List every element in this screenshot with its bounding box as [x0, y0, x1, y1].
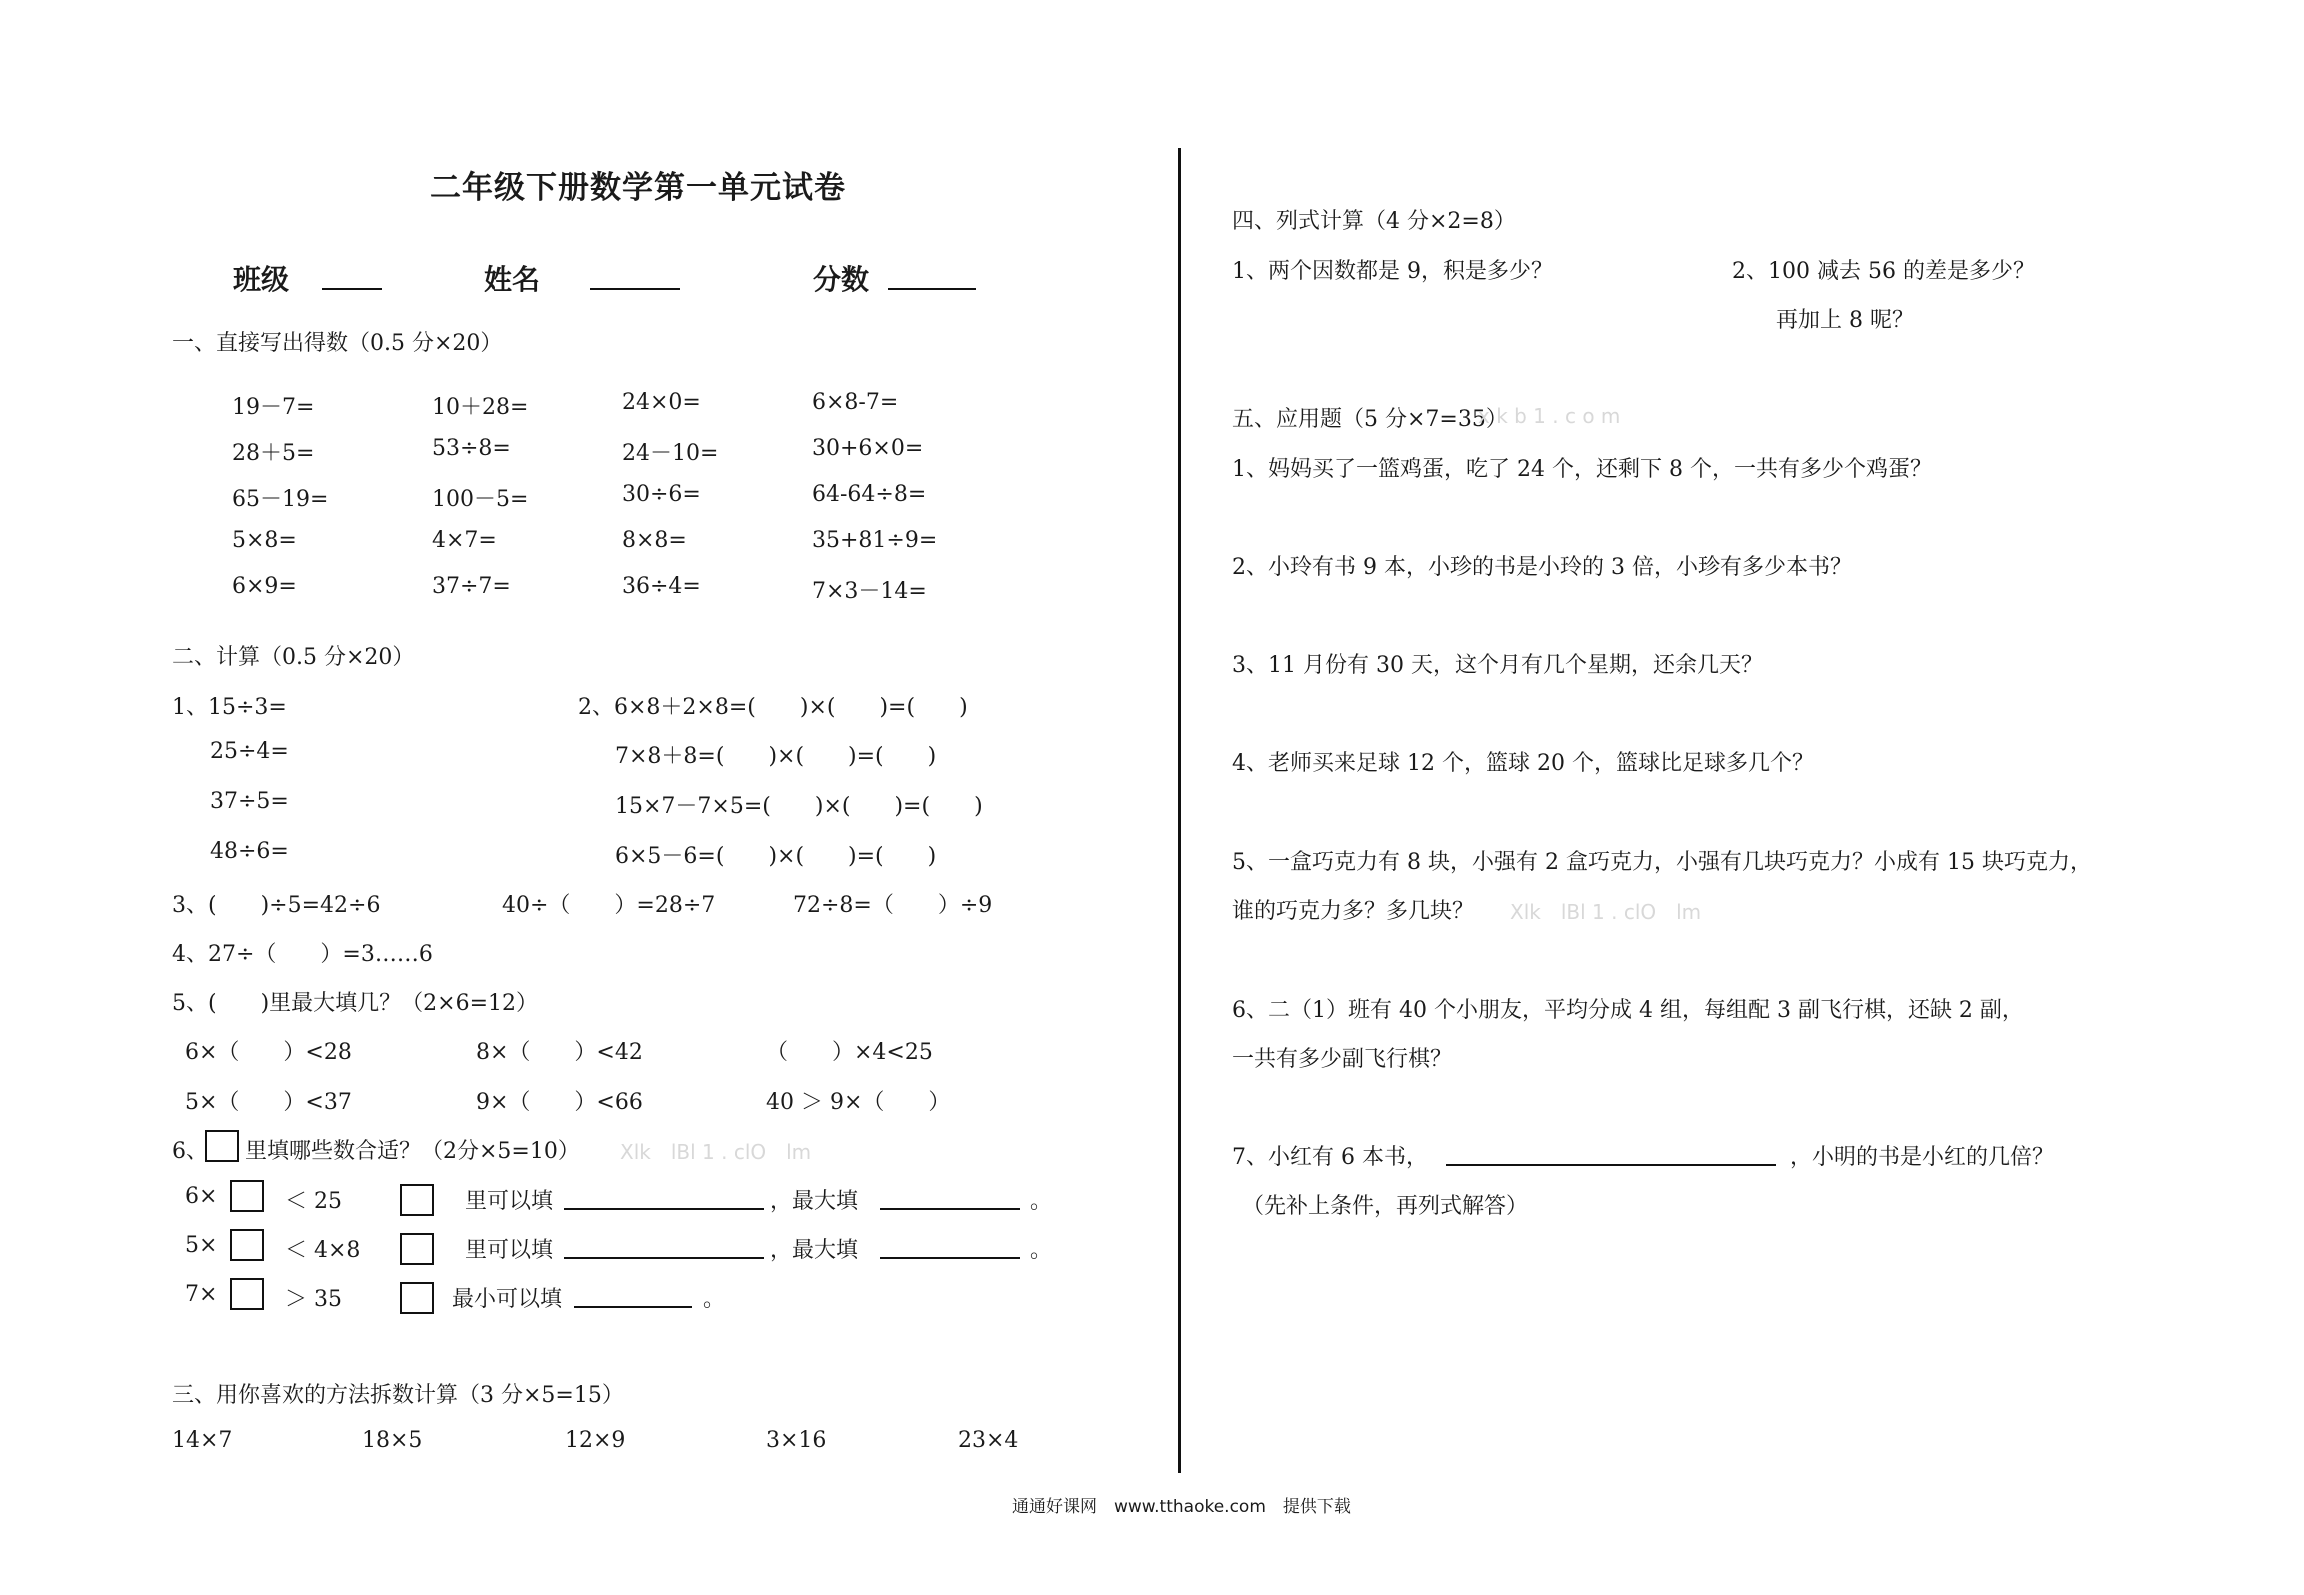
s2-q1-item: 25÷4=	[210, 739, 289, 764]
s1-item: 30÷6=	[622, 482, 701, 507]
watermark-text: Xlk lBl 1 . clO lm	[1510, 900, 1702, 924]
s5-q6a: 6、二（1）班有 40 个小朋友，平均分成 4 组，每组配 3 副飞行棋，还缺 2 副，	[1232, 998, 2024, 1023]
s5-q3: 3、11 月份有 30 天，这个月有几个星期，还余几天？	[1232, 653, 1763, 678]
s1-item: 6×9=	[232, 574, 297, 599]
s5-q5a: 5、一盒巧克力有 8 块，小强有 2 盒巧克力，小强有几块巧克力？小成有 15 块巧克力，	[1232, 850, 2092, 875]
s1-item: 6×8-7=	[812, 390, 899, 415]
s3-item: 14×7	[172, 1428, 233, 1453]
s2-q5-item: 8×（ ）<42	[476, 1040, 643, 1065]
q6-end: 。	[1030, 1189, 1053, 1214]
s5-q5b: 谁的巧克力多？多几块？	[1232, 899, 1475, 924]
s2-q5-heading: 5、( )里最大填几？（2×6=12）	[172, 991, 539, 1016]
s2-q5-item: （ ）×4<25	[766, 1040, 933, 1065]
q6-fill-blank[interactable]	[574, 1286, 692, 1308]
column-divider	[1178, 148, 1181, 1473]
s3-item: 23×4	[958, 1428, 1019, 1453]
s2-q3-item: 40÷（ ）=28÷7	[502, 893, 716, 918]
watermark-text: Xlk lBl 1 . clO lm	[620, 1140, 812, 1164]
q6-compare: ＜ 4×8	[285, 1238, 361, 1263]
s2-q6-number: 6、	[172, 1139, 208, 1164]
q6-fill-label: 里可以填	[465, 1238, 554, 1263]
section2-heading: 二、计算（0.5 分×20）	[172, 645, 415, 670]
s1-item: 28＋5=	[232, 441, 315, 466]
q6-answer-box[interactable]	[230, 1278, 264, 1310]
footer-text: 通通好课网 www.tthaoke.com 提供下载	[1012, 1497, 1351, 1517]
s2-q2-item: 7×8＋8=( )×( )=( )	[615, 744, 937, 769]
s2-q2-item: 6×5－6=( )×( )=( )	[615, 844, 937, 869]
watermark-text: x k b 1 . c o m	[1478, 404, 1621, 428]
s1-item: 35+81÷9=	[812, 528, 938, 553]
s1-item: 19－7=	[232, 395, 315, 420]
s2-q4: 4、27÷（ ）=3……6	[172, 942, 433, 967]
s5-q4: 4、老师买来足球 12 个，篮球 20 个，篮球比足球多几个？	[1232, 751, 1814, 776]
q7-condition-blank[interactable]	[1446, 1144, 1776, 1166]
q6-compare: ＜ 25	[285, 1189, 342, 1214]
s2-q5-item: 40 ＞ 9×（ ）	[766, 1090, 951, 1115]
s5-q2: 2、小玲有书 9 本，小珍的书是小玲的 3 倍，小珍有多少本书？	[1232, 555, 1852, 580]
s2-q2-item: 15×7－7×5=( )×( )=( )	[615, 794, 983, 819]
q6-prefix: 7×	[185, 1282, 218, 1307]
s1-item: 64-64÷8=	[812, 482, 927, 507]
class-blank[interactable]	[322, 268, 382, 290]
page-title: 二年级下册数学第一单元试卷	[430, 170, 846, 206]
s1-item: 8×8=	[622, 528, 687, 553]
class-label: 班级	[233, 263, 290, 296]
q6-heading-box	[205, 1130, 239, 1162]
s5-q7b: ，小明的书是小红的几倍？	[1790, 1145, 2055, 1170]
s2-q5-item: 9×（ ）<66	[476, 1090, 643, 1115]
q6-prefix: 6×	[185, 1184, 218, 1209]
s3-item: 18×5	[362, 1428, 423, 1453]
s2-q1-item: 37÷5=	[210, 789, 289, 814]
score-blank[interactable]	[888, 268, 976, 290]
q6-answer-box[interactable]	[400, 1184, 434, 1216]
s1-item: 100－5=	[432, 487, 529, 512]
s3-item: 3×16	[766, 1428, 827, 1453]
q6-fill-label: 最小可以填	[452, 1287, 563, 1312]
s5-q1: 1、妈妈买了一篮鸡蛋，吃了 24 个，还剩下 8 个，一共有多少个鸡蛋？	[1232, 457, 1932, 482]
s1-item: 24－10=	[622, 441, 719, 466]
s5-q6b: 一共有多少副飞行棋？	[1232, 1047, 1453, 1072]
q6-max-blank[interactable]	[880, 1237, 1020, 1259]
s2-q1-item: 1、15÷3=	[172, 695, 287, 720]
q6-prefix: 5×	[185, 1233, 218, 1258]
s3-item: 12×9	[565, 1428, 626, 1453]
s5-q7c: （先补上条件，再列式解答）	[1242, 1194, 1529, 1219]
s1-item: 5×8=	[232, 528, 297, 553]
s2-q3-item: 3、( )÷5=42÷6	[172, 893, 381, 918]
s1-item: 36÷4=	[622, 574, 701, 599]
s2-q3-item: 72÷8=（ ）÷9	[793, 893, 993, 918]
section5-heading: 五、应用题（5 分×7=35）	[1232, 407, 1508, 432]
s2-q5-item: 5×（ ）<37	[185, 1090, 352, 1115]
q6-max-blank[interactable]	[880, 1188, 1020, 1210]
s4-q1: 1、两个因数都是 9，积是多少？	[1232, 259, 1553, 284]
s1-item: 37÷7=	[432, 574, 511, 599]
s1-item: 65－19=	[232, 487, 329, 512]
s1-item: 53÷8=	[432, 436, 511, 461]
section4-heading: 四、列式计算（4 分×2=8）	[1232, 209, 1516, 234]
s1-item: 7×3－14=	[812, 579, 927, 604]
q6-answer-box[interactable]	[230, 1229, 264, 1261]
s1-item: 4×7=	[432, 528, 497, 553]
section1-heading: 一、直接写出得数（0.5 分×20）	[172, 331, 503, 356]
s2-q2-item: 2、6×8＋2×8=( )×( )=( )	[578, 695, 968, 720]
s1-item: 24×0=	[622, 390, 701, 415]
s4-q2a: 2、100 减去 56 的差是多少？	[1732, 259, 2035, 284]
q6-answer-box[interactable]	[230, 1180, 264, 1212]
q6-fill-blank[interactable]	[564, 1237, 764, 1259]
s1-item: 10＋28=	[432, 395, 529, 420]
score-label: 分数	[813, 263, 870, 296]
name-blank[interactable]	[590, 268, 680, 290]
q6-fill-blank[interactable]	[564, 1188, 764, 1210]
q6-answer-box[interactable]	[400, 1233, 434, 1265]
q6-max-label: ，最大填	[770, 1189, 859, 1214]
q6-max-label: ，最大填	[770, 1238, 859, 1263]
q6-end: 。	[1030, 1238, 1053, 1263]
s1-item: 30+6×0=	[812, 436, 924, 461]
s5-q7a: 7、小红有 6 本书，	[1232, 1145, 1428, 1170]
q6-end: 。	[703, 1287, 726, 1312]
name-label: 姓名	[484, 263, 541, 296]
s2-q1-item: 48÷6=	[210, 839, 289, 864]
s2-q5-item: 6×（ ）<28	[185, 1040, 352, 1065]
section3-heading: 三、用你喜欢的方法拆数计算（3 分×5=15）	[172, 1383, 624, 1408]
s2-q6-heading: 里填哪些数合适？（2分×5=10）	[245, 1139, 580, 1164]
q6-compare: ＞ 35	[285, 1287, 342, 1312]
q6-fill-label: 里可以填	[465, 1189, 554, 1214]
q6-answer-box[interactable]	[400, 1282, 434, 1314]
s4-q2b: 再加上 8 呢？	[1776, 308, 1914, 333]
